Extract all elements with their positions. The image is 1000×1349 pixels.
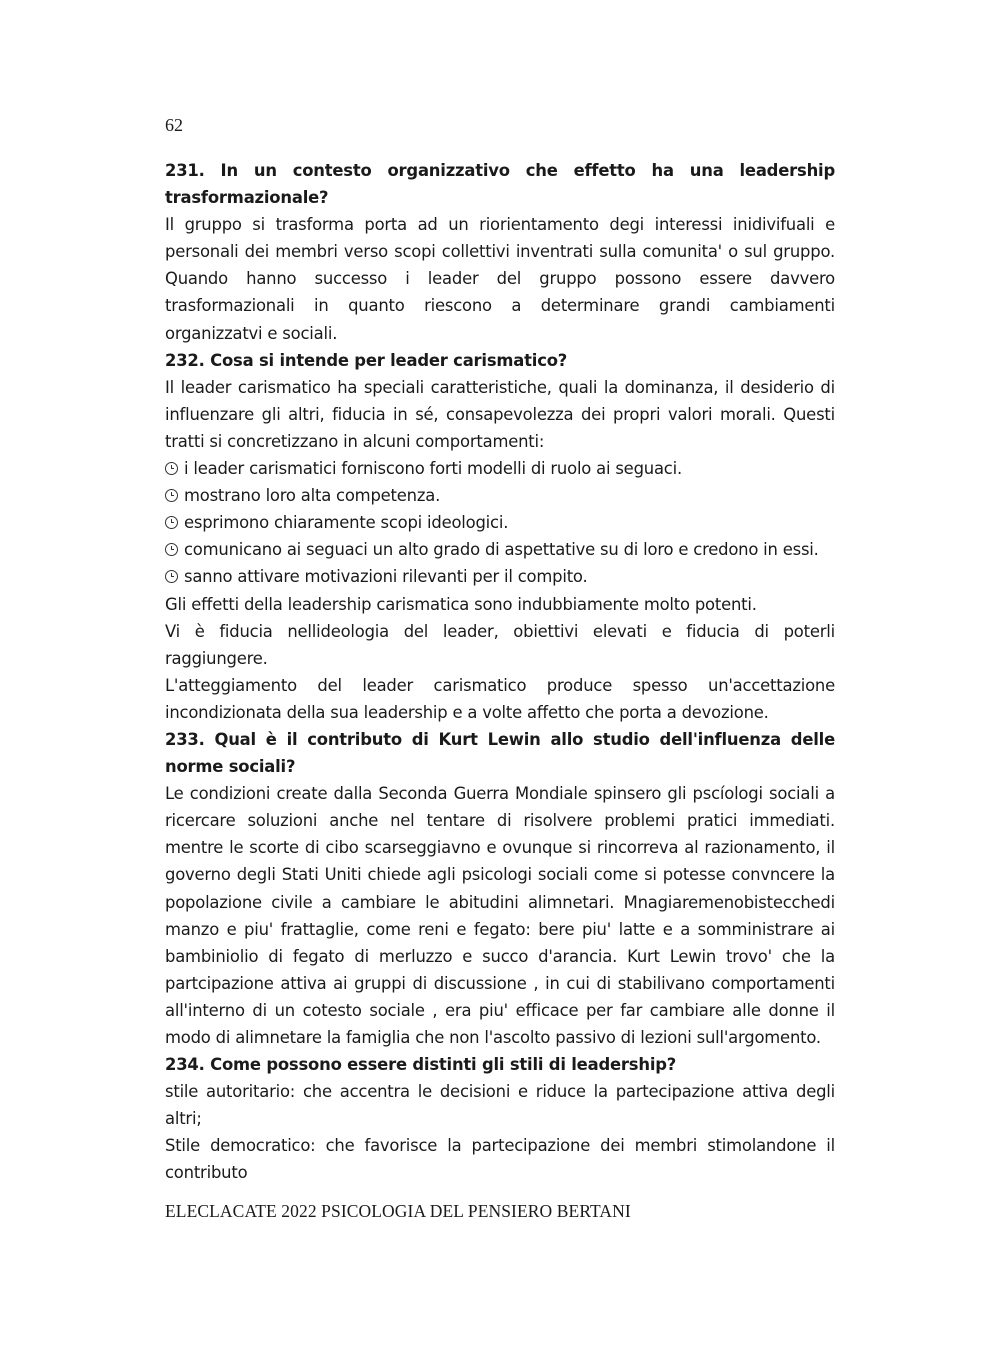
answer-232-intro: Il leader carismatico ha speciali caratteristiche, quali la dominanza, il desiderio di influenzare gli altri, fiducia in sé, consapevolezza dei propri valori morali. Questi tratti si concretizzano in alcuni comportamenti: bbox=[165, 377, 835, 451]
page-number: 62 bbox=[165, 115, 183, 135]
answer-233: Le condizioni create dalla Seconda Guerra Mondiale spinsero gli pscíologi sociali a ricercare soluzioni anche nel tentare di risolvere problemi pratici immediati. mentre le scorte di cibo scarseggiavno e ovunque si rincorreva al razionamento, il governo degli Stati Uniti chiede agli psicologi sociali come si potesse convncere la popolazione civile a cambiare le abitudini alimnetari. Mnagiaremenobistecchedi manzo e piu' frattaglie, come reni e fegato: bere piu' latte e a somministrare ai bambiniolio di fegato di merluzzo e succo d'arancia. Kurt Lewin trovo' che la partcipazione attiva ai gruppi di discussione , in cui di stabilivano comportamenti all'interno di un cotesto sociale , era piu' efficace per far cambiare alle donne il modo di alimnetare la famiglia che non l'ascolto passivo di lezioni sull'argomento. bbox=[165, 784, 835, 1047]
page-body bbox=[165, 157, 835, 1187]
question-231: 231. In un contesto organizzativo che effetto ha una leadership trasformazionale? bbox=[165, 161, 835, 208]
question-232: 232. Cosa si intende per leader carismatico? bbox=[165, 350, 568, 370]
list-item bbox=[165, 509, 835, 536]
list-item bbox=[165, 563, 835, 590]
list-item-text: esprimono chiaramente scopi ideologici. bbox=[184, 513, 509, 533]
clock-icon bbox=[165, 462, 178, 475]
clock-icon bbox=[165, 489, 178, 502]
answer-232-paragraph: Gli effetti della leadership carismatica sono indubbiamente molto potenti. bbox=[165, 594, 757, 614]
list-item bbox=[165, 536, 835, 563]
answer-231: Il gruppo si trasforma porta ad un riorientamento degi interessi inidivifuali e personali dei membri verso scopi collettivi inventrati sulla comunita' o sul gruppo. Quando hanno successo i leader del gruppo possono essere davvero trasformazionali in quanto riescono a determinare grandi cambiamenti organizzatvi e sociali. bbox=[165, 215, 835, 343]
answer-232-paragraph: Vi è fiducia nellideologia del leader, obiettivi elevati e fiducia di poterli raggiungere. bbox=[165, 621, 835, 668]
question-233: 233. Qual è il contributo di Kurt Lewin allo studio dell'influenza delle norme sociali? bbox=[165, 729, 835, 777]
page-footer: ELECLACATE 2022 PSICOLOGIA DEL PENSIERO BERTANI bbox=[165, 1201, 631, 1221]
clock-icon bbox=[165, 516, 178, 529]
clock-icon bbox=[165, 570, 178, 583]
answer-232-paragraph: L'atteggiamento del leader carismatico produce spesso un'accettazione incondizionata della sua leadership e a volte affetto che porta a devozione. bbox=[165, 675, 835, 722]
list-item bbox=[165, 455, 835, 482]
list-item bbox=[165, 482, 835, 509]
answer-234-paragraph: Stile democratico: che favorisce la partecipazione dei membri stimolandone il contributo bbox=[165, 1136, 835, 1183]
question-234: 234. Come possono essere distinti gli stili di leadership? bbox=[165, 1055, 677, 1075]
list-item-text: i leader carismatici forniscono forti modelli di ruolo ai seguaci. bbox=[184, 459, 682, 479]
list-item-text: mostrano loro alta competenza. bbox=[184, 486, 441, 506]
clock-icon bbox=[165, 543, 178, 556]
list-item-text: comunicano ai seguaci un alto grado di aspettative su di loro e credono in essi. bbox=[184, 540, 819, 560]
answer-234-paragraph: stile autoritario: che accentra le decisioni e riduce la partecipazione attiva degli altri; bbox=[165, 1082, 835, 1129]
list-item-text: sanno attivare motivazioni rilevanti per il compito. bbox=[184, 567, 588, 587]
